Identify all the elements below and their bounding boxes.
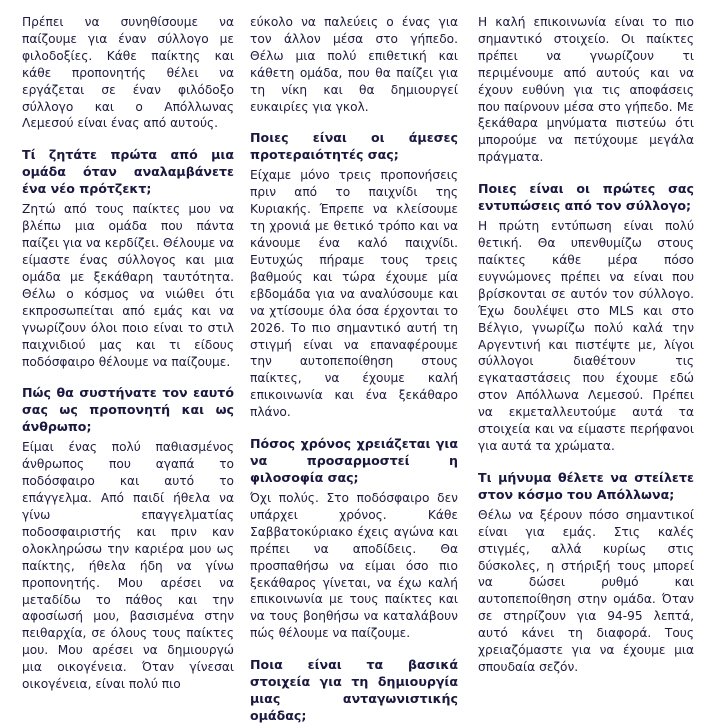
answer-paragraph: εύκολο να παλεύεις ο ένας για τον άλλον μέσα στο γήπεδο. Θέλω μια πολύ επιθετική και κάθετη ομάδα, που θα παίζει για τη νίκη και θα δημιουργεί ευκαιρίες για γκολ. [250,15,458,114]
answer-paragraph: Η καλή επικοινωνία είναι το πιο σημαντικό στοιχείο. Οι παίκτες πρέπει να γνωρίζουν τι περιμένουμε από αυτούς και να έχουν ευθύνη για τις αποφάσεις που παίρνουν μέσα στο γήπεδο. Με ξεκάθαρα μηνύματα πιστεύω ότι μπορούμε να πετύχουμε μεγάλα πράγματα. [478,15,694,165]
question-heading: Πόσος χρόνος χρειάζεται για να προσαρμοστεί η φιλοσοφία σας; [250,436,458,486]
column-3 [478,14,694,690]
answer-paragraph: Η πρώτη εντύπωση είναι πολύ θετική. Θα υπενθυμίζω στους παίκτες κάθε μέρα πόσο ευγνώμονες πρέπει να είναι που βρίσκονται σε αυτόν τον σύλλογο. Έχω δουλέψει στο MLS και στο Βέλγιο, γνωρίζω πολύ καλά την Αργεντινή και πιστέψτε με, λίγοι σύλλογοι διαθέτουν τις εγκαταστάσεις που έχουμε εδώ στον Απόλλωνα Λεμεσού. Πρέπει να εκμεταλλευτούμε αυτά τα στοιχεία και να είμαστε περήφανοι για αυτά τα χρώματα. [478,219,694,453]
question-heading: Ποια είναι τα βασικά στοιχεία για τη δημιουργία μιας ανταγωνιστικής ομάδας; [250,657,458,724]
answer-paragraph: Ζητώ από τους παίκτες μου να βλέπω μια ομάδα που πάντα παίζει για να κερδίζει. Θέλουμε να είμαστε ένας σύλλογος και μια ομάδα με ξεκάθαρη ταυτότητα. Θέλω ο κόσμος να νιώθει ότι εκπροσωπείται από εμάς και να γνωρίζουν όλοι ποιο είναι το στιλ παιχνιδιού μας και τι είδους ποδόσφαιρο θέλουμε να παίζουμε. [22,202,234,369]
question-heading: Πώς θα συστήνατε τον εαυτό σας ως προπονητή και ως άνθρωπο; [22,385,234,435]
column-1 [22,14,234,707]
question-heading: Τί ζητάτε πρώτα από μια ομάδα όταν αναλαμβάνετε ένα νέο πρότζεκτ; [22,147,234,197]
column-2 [250,14,458,724]
answer-paragraph: Όχι πολύς. Στο ποδόσφαιρο δεν υπάρχει χρόνος. Κάθε Σαββατοκύριακο έχεις αγώνα και πρέπει να αποδίδεις. Θα προσπαθήσω να είμαι όσο πιο ξεκάθαρος γίνεται, να έχω καλή επικοινωνία με τους παίκτες και να τους βοηθήσω να καταλάβουν πώς θέλουμε να παίζουμε. [250,491,458,641]
question-heading: Ποιες είναι οι πρώτες σας εντυπώσεις από τον σύλλογο; [478,181,694,214]
answer-paragraph: Είμαι ένας πολύ παθιασμένος άνθρωπος που αγαπά το ποδόσφαιρο και αυτό το επάγγελμα. Από παιδί ήθελα να γίνω επαγγελματίας ποδοσφαιριστής και πριν καν ολοκληρώσω την καριέρα μου ως παίκτης, ήθελα ήδη να γίνω προπονητής. Μου αρέσει να μεταδίδω το πάθος και την αφοσίωσή μου, βασισμένα στην πειθαρχία, σε όλους τους παίκτες μου. Μου αρέσει να δημιουργώ μια οικογένεια. Όταν γίνεσαι οικογένεια, είναι πολύ πιο [22,440,234,692]
answer-paragraph: Είχαμε μόνο τρεις προπονήσεις πριν από το παιχνίδι της Κυριακής. Έπρεπε να κλείσουμε τη χρονιά με θετικό τρόπο και να κάνουμε ένα καλό παιχνίδι. Ευτυχώς πήραμε τους τρεις βαθμούς και τώρα έχουμε μία εβδομάδα για να αναλύσουμε και να χτίσουμε όλα όσα έρχονται το 2026. Το πιο σημαντικό αυτή τη στιγμή είναι να επαναφέρουμε την αυτοπεποίθηση στους παίκτες, να έχουμε καλή επικοινωνία και ένα ξεκάθαρο πλάνο. [250,168,458,420]
question-heading: Τι μήνυμα θέλετε να στείλετε στον κόσμο του Απόλλωνα; [478,469,694,502]
intro-paragraph: Πρέπει να συνηθίσουμε να παίζουμε για έναν σύλλογο με φιλοδοξίες. Κάθε παίκτης και κάθε προπονητής θέλει να εργάζεται σε έναν φιλόδοξο σύλλογο και ο Απόλλωνας Λεμεσού είναι ένας από αυτούς. [22,15,234,131]
question-heading: Ποιες είναι οι άμεσες προτεραιότητές σας; [250,130,458,163]
answer-paragraph: Θέλω να ξέρουν πόσο σημαντικοί είναι για εμάς. Στις καλές στιγμές, αλλά κυρίως στις δύσκολες, η στήριξή τους μπορεί να δώσει ρυθμό και αυτοπεποίθηση στην ομάδα. Όταν σε στηρίζουν για 94-95 λεπτά, αυτό κάνει τη διαφορά. Τους χρειαζόμαστε για να έχουμε μια σπουδαία σεζόν. [478,507,694,674]
